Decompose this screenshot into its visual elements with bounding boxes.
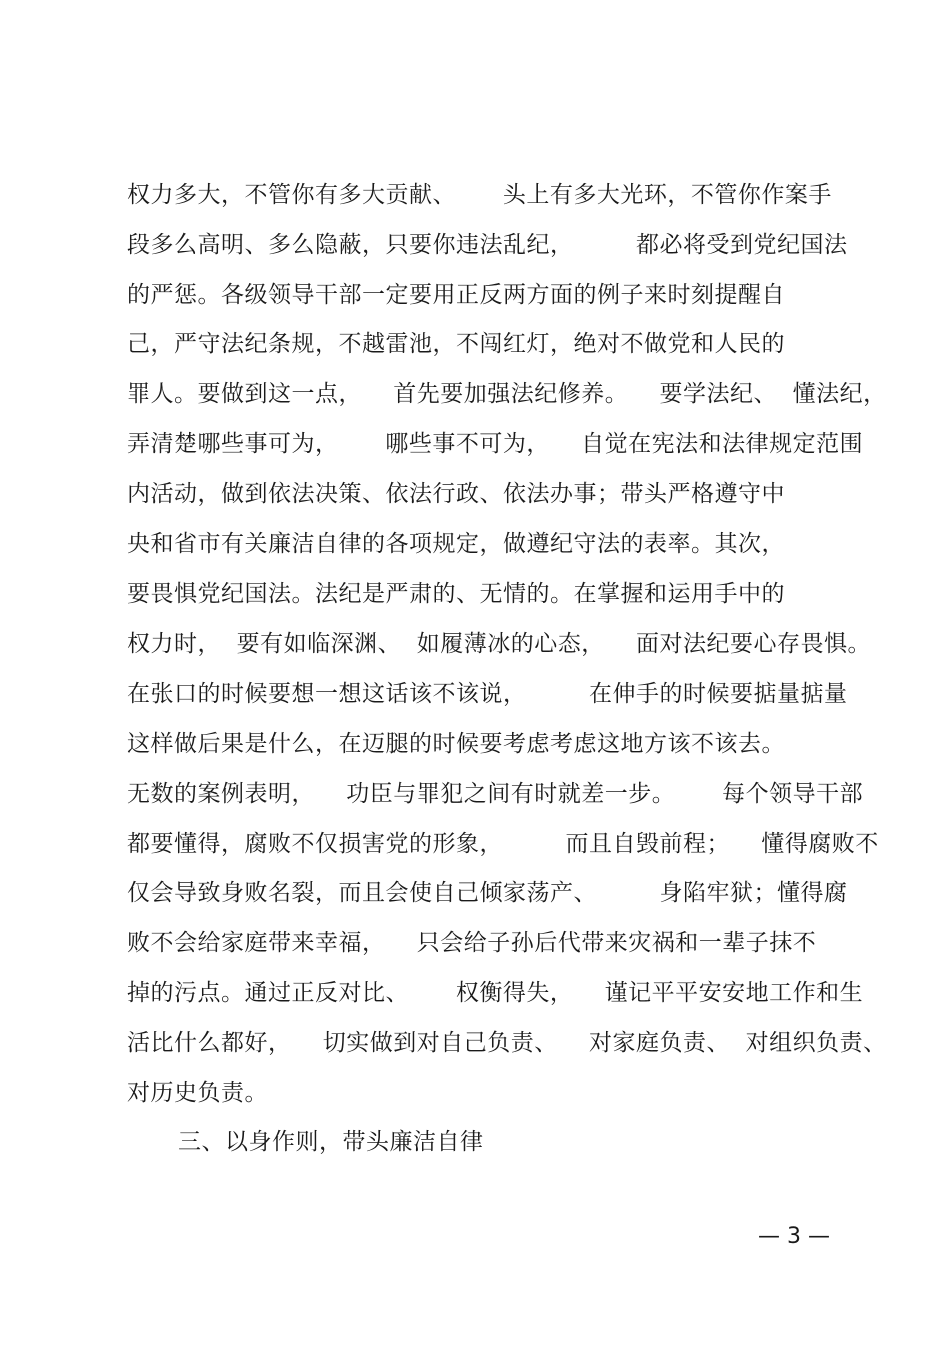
page-number: — 3 —: [758, 1224, 830, 1249]
body-text-line: 弄清楚哪些事可为， 哪些事不可为， 自觉在宪法和法律规定范围: [127, 431, 864, 457]
body-text-line: 活比什么都好， 切实做到对自己负责、 对家庭负责、 对组织负责、: [127, 1030, 887, 1056]
body-text-line: 己，严守法纪条规，不越雷池，不闯红灯，绝对不做党和人民的: [127, 331, 785, 357]
body-text-line: 都要懂得，腐败不仅损害党的形象， 而且自毁前程； 懂得腐败不: [127, 831, 879, 857]
section-heading: 三、以身作则，带头廉洁自律: [178, 1129, 484, 1155]
body-text-line: 权力多大，不管你有多大贡献、 头上有多大光环，不管你作案手: [127, 182, 832, 208]
body-text-line: 段多么高明、多么隐蔽，只要你违法乱纪， 都必将受到党纪国法: [127, 232, 848, 258]
body-text-line: 掉的污点。通过正反对比、 权衡得失， 谨记平平安安地工作和生: [127, 980, 864, 1006]
body-text-line: 对历史负责。: [127, 1080, 268, 1106]
body-text-line: 罪人。要做到这一点， 首先要加强法纪修养。 要学法纪、 懂法纪，: [127, 381, 887, 407]
body-text-line: 的严惩。各级领导干部一定要用正反两方面的例子来时刻提醒自: [127, 282, 785, 308]
body-text-line: 在张口的时候要想一想这话该不该说， 在伸手的时候要掂量掂量: [127, 681, 848, 707]
body-text-line: 这样做后果是什么，在迈腿的时候要考虑考虑这地方该不该去。: [127, 731, 785, 757]
body-text-line: 内活动，做到依法决策、依法行政、依法办事；带头严格遵守中: [127, 481, 785, 507]
body-text-line: 无数的案例表明， 功臣与罪犯之间有时就差一步。 每个领导干部: [127, 781, 864, 807]
body-text-line: 权力时， 要有如临深渊、 如履薄冰的心态， 面对法纪要心存畏惧。: [127, 631, 871, 657]
body-text-line: 要畏惧党纪国法。法纪是严肃的、无情的。在掌握和运用手中的: [127, 581, 785, 607]
body-text-line: 仅会导致身败名裂，而且会使自己倾家荡产、 身陷牢狱；懂得腐: [127, 880, 848, 906]
body-text-line: 败不会给家庭带来幸福， 只会给子孙后代带来灾祸和一辈子抹不: [127, 930, 817, 956]
body-text-line: 央和省市有关廉洁自律的各项规定，做遵纪守法的表率。其次，: [127, 531, 785, 557]
